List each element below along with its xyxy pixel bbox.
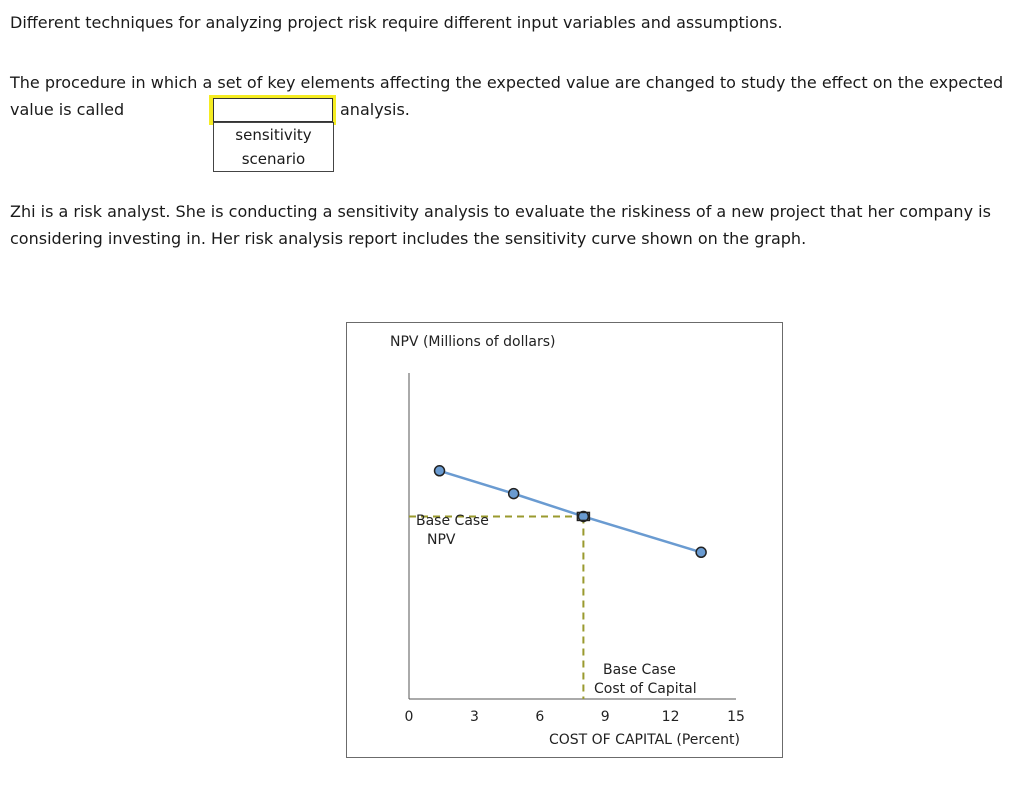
- answer-dropdown[interactable]: [209, 95, 336, 125]
- x-tick-3: 3: [469, 709, 479, 725]
- intro-text: Different techniques for analyzing project risk require different input variables and assumptions.: [10, 13, 783, 32]
- data-point-4: [696, 547, 706, 557]
- data-point-2: [509, 489, 519, 499]
- base-cost-label-2: Cost of Capital: [594, 681, 697, 697]
- dropdown-menu: [213, 122, 334, 172]
- base-cost-label-1: Base Case: [603, 662, 676, 678]
- answer-dropdown-field[interactable]: [213, 98, 333, 122]
- question-suffix: analysis.: [340, 100, 410, 119]
- x-tick-6: 6: [535, 709, 545, 725]
- base-npv-label-1: Base Case: [416, 513, 489, 529]
- question-prefix: The procedure in which a set of key elements affecting the expected value are changed to study the effect on the expected value is called: [10, 73, 1004, 119]
- x-tick-12: 12: [661, 709, 680, 725]
- x-tick-15: 15: [727, 709, 745, 725]
- option-sensitivity[interactable]: sensitivity: [235, 126, 312, 144]
- x-axis-label: COST OF CAPITAL (Percent): [548, 732, 740, 748]
- sensitivity-graph: [346, 322, 783, 758]
- x-tick-0: 0: [404, 709, 414, 725]
- question-text: [10, 69, 1010, 123]
- base-npv-label-2: NPV: [427, 532, 456, 548]
- chart-svg: [347, 323, 782, 757]
- scenario-text: Zhi is a risk analyst. She is conducting a sensitivity analysis to evaluate the riskiness of a new project that her company is considering investing in. Her risk analysis report includes the sensitivity curve shown on the graph.: [10, 202, 991, 248]
- x-tick-9: 9: [600, 709, 610, 725]
- sensitivity-curve: [440, 471, 702, 553]
- data-point-1: [435, 466, 445, 476]
- option-scenario[interactable]: scenario: [241, 150, 306, 168]
- y-axis-label: NPV (Millions of dollars): [390, 334, 556, 350]
